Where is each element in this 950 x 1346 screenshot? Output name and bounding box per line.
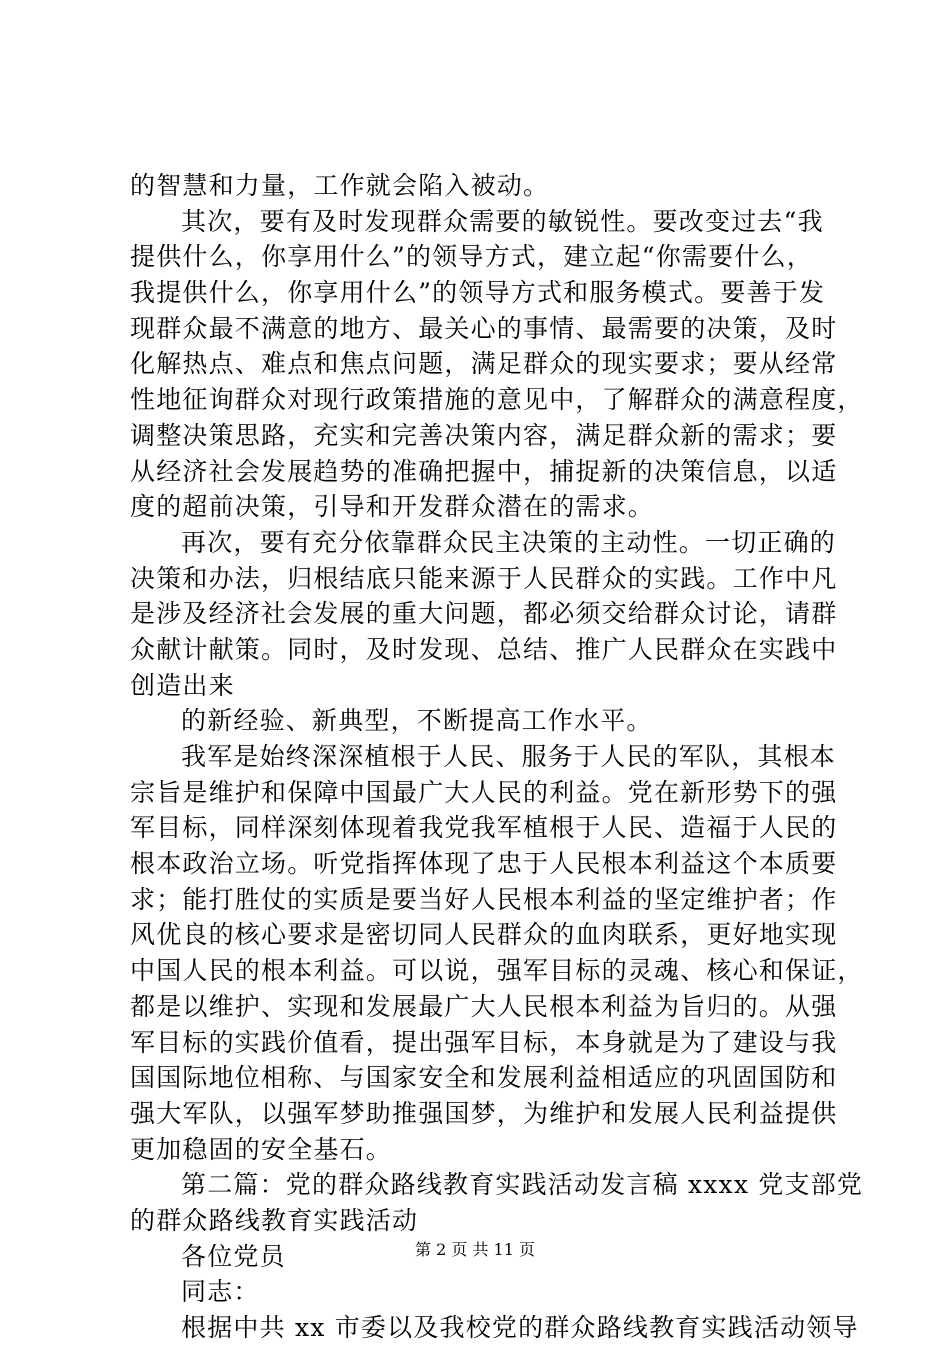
text-line: 性地征询群众对现行政策措施的意见中，了解群众的满意程度， bbox=[130, 385, 864, 415]
text-line: 创造出来 bbox=[130, 670, 235, 700]
text-line: 中国人民的根本利益。可以说，强军目标的灵魂、核心和保证， bbox=[130, 956, 864, 986]
text-line: 决策和办法，归根结底只能来源于人民群众的实践。工作中凡 bbox=[130, 563, 838, 593]
text-line: 军目标的实践价值看，提出强军目标，本身就是为了建设与我 bbox=[130, 1027, 838, 1057]
text-line: 都是以维护、实现和发展最广大人民根本利益为旨归的。从强 bbox=[130, 991, 838, 1021]
text-line: 军目标，同样深刻体现着我党我军植根于人民、造福于人民的 bbox=[130, 813, 838, 843]
text-line: 是涉及经济社会发展的重大问题，都必须交给群众讨论，请群 bbox=[130, 599, 838, 629]
text-line: 度的超前决策，引导和开发群众潜在的需求。 bbox=[130, 492, 655, 522]
text-line: 第二篇：党的群众路线教育实践活动发言稿 xxxx 党支部党 bbox=[181, 1170, 864, 1200]
text-line: 化解热点、难点和焦点问题，满足群众的现实要求；要从经常 bbox=[130, 349, 838, 379]
text-line: 的智慧和力量，工作就会陷入被动。 bbox=[130, 171, 550, 200]
text-line: 强大军队，以强军梦助推强国梦，为维护和发展人民利益提供 bbox=[130, 1098, 838, 1128]
text-line: 风优良的核心要求是密切同人民群众的血肉联系，更好地实现 bbox=[130, 920, 838, 950]
text-line: 同志： bbox=[181, 1277, 260, 1307]
text-line: 各位党员 bbox=[181, 1241, 286, 1271]
text-line: 提供什么，你享用什么”的领导方式，建立起“你需要什么， bbox=[130, 242, 813, 272]
document-body bbox=[130, 168, 864, 1346]
text-line: 更加稳固的安全基石。 bbox=[130, 1134, 393, 1164]
text-line: 众献计献策。同时，及时发现、总结、推广人民群众在实践中 bbox=[130, 634, 838, 664]
text-line: 其次，要有及时发现群众需要的敏锐性。要改变过去“我 bbox=[181, 206, 824, 236]
text-line: 国国际地位相称、与国家安全和发展利益相适应的巩固国防和 bbox=[130, 1063, 838, 1093]
text-line: 的新经验、新典型，不断提高工作水平。 bbox=[181, 706, 653, 736]
text-line: 我提供什么，你享用什么”的领导方式和服务模式。要善于发 bbox=[130, 278, 826, 308]
text-line: 调整决策思路，充实和完善决策内容，满足群众新的需求；要 bbox=[130, 420, 838, 450]
text-line: 再次，要有充分依靠群众民主决策的主动性。一切正确的 bbox=[181, 527, 837, 557]
text-line: 现群众最不满意的地方、最关心的事情、最需要的决策，及时 bbox=[130, 313, 838, 343]
text-line: 从经济社会发展趋势的准确把握中，捕捉新的决策信息，以适 bbox=[130, 456, 838, 486]
text-line: 根本政治立场。听党指挥体现了忠于人民根本利益这个本质要 bbox=[130, 849, 838, 879]
text-line: 的群众路线教育实践活动 bbox=[130, 1205, 419, 1235]
page-footer: 第 2 页 共 11 页 bbox=[415, 1240, 535, 1259]
text-line: 求；能打胜仗的实质是要当好人民根本利益的坚定维护者；作 bbox=[130, 884, 838, 914]
text-line: 宗旨是维护和保障中国最广大人民的利益。党在新形势下的强 bbox=[130, 777, 838, 807]
text-line: 我军是始终深深植根于人民、服务于人民的军队，其根本 bbox=[181, 742, 837, 771]
text-line: 根据中共 xx 市委以及我校党的群众路线教育实践活动领导 bbox=[181, 1313, 859, 1342]
